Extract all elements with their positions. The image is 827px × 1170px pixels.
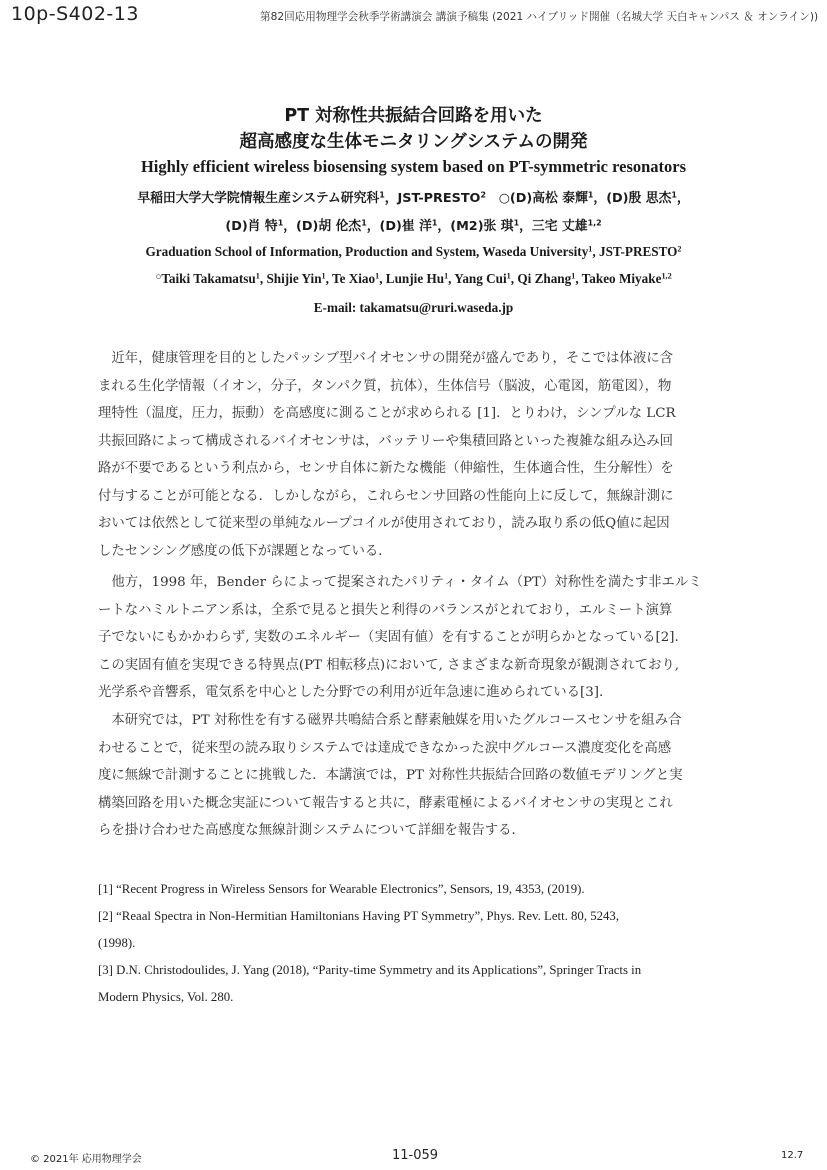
author-ja-name: ，三宅 丈雄 bbox=[519, 219, 588, 234]
reference-2 bbox=[98, 903, 728, 957]
text-line: 路が不要であるという利点から，センサ自体に新たな機能（伸縮性，生体適合性，生分解性）を bbox=[98, 461, 674, 476]
author-ja-name: ，(D)胡 伦杰 bbox=[283, 219, 362, 234]
affiliation-en-text: Graduation School of Information, Production and System, Waseda University bbox=[145, 244, 589, 259]
author-ja-name: (D)肖 特 bbox=[225, 219, 278, 234]
reference-line: [2] “Reaal Spectra in Non-Hermitian Hamiltonians Having PT Symmetry”, Phys. Rev. Lett. 80, 5243, bbox=[98, 909, 620, 923]
author-ja-presenter: ○(D)高松 泰輝 bbox=[485, 191, 588, 206]
superscript: 1 bbox=[321, 271, 326, 281]
reference-1 bbox=[98, 876, 728, 903]
presenter-mark: ○ bbox=[155, 271, 162, 283]
text-line: 度に無線で計測することに挑戦した．本講演では，PT 対称性共振結合回路の数値モデリングと実 bbox=[98, 768, 683, 783]
page-number: 11-059 bbox=[392, 1148, 439, 1163]
text-line: おいては依然として従来型の単純なループコイルが使用されており，読み取り系の低Q値に起因 bbox=[98, 516, 670, 531]
author-en-name: , Te Xiao bbox=[325, 271, 376, 286]
superscript: 1 bbox=[277, 218, 284, 228]
reference-line: Modern Physics, Vol. 280. bbox=[98, 990, 234, 1004]
superscript: 1 bbox=[506, 271, 511, 281]
superscript: 1 bbox=[671, 190, 677, 200]
author-ja-name: ，(M2)张 琪 bbox=[437, 219, 514, 234]
text-line: 光学系や音響系，電気系を中心とした分野での利用が近年急速に進められている[3]. bbox=[98, 685, 604, 700]
text-line: ートなハミルトニアン系は，全系で見ると損失と利得のバランスがとれており，エルミート演算 bbox=[98, 602, 673, 618]
superscript: 2 bbox=[480, 190, 486, 200]
superscript: 2 bbox=[677, 244, 682, 254]
author-en-name: , Qi Zhang bbox=[510, 271, 572, 286]
superscript: 1 bbox=[587, 190, 594, 200]
superscript: 1 bbox=[361, 218, 367, 228]
authors-english bbox=[0, 271, 827, 287]
author-en-name: , Takeo Miyake bbox=[575, 271, 662, 286]
body-paragraph-1 bbox=[98, 345, 728, 565]
superscript: 1 bbox=[571, 271, 576, 281]
conference-header: 第82回応用物理学会秋季学術講演会 講演予稿集 (2021 ハイブリッド開催（名城大学 天白キャンパス ＆ オンライン)) bbox=[260, 11, 819, 23]
text-line: 子でないにもかかわらず, 実数のエネルギー（実固有値）を有することが明らかとなっている[2]. bbox=[98, 630, 679, 645]
author-en-name: , Lunjie Hu bbox=[379, 271, 445, 286]
superscript: 1 bbox=[255, 271, 260, 281]
author-en-name: Taiki Takamatsu bbox=[161, 271, 256, 286]
version-number: 12.7 bbox=[781, 1150, 804, 1161]
title-japanese-line-2: 超高感度な生体モニタリングシステムの開発 bbox=[239, 132, 588, 152]
email-address: E-mail: takamatsu@ruri.waseda.jp bbox=[313, 300, 514, 315]
paper-id: 10p-S402-13 bbox=[11, 3, 139, 25]
text-line: 本研究では，PT 対称性を有する磁界共鳴結合系と酵素触媒を用いたグルコースセンサを組み合 bbox=[98, 713, 682, 728]
superscript: 1 bbox=[379, 190, 385, 200]
reference-line: [3] D.N. Christodoulides, J. Yang (2018), “Parity-time Symmetry and its Applications”, Springer Tracts in bbox=[98, 963, 642, 977]
text-line: したセンシング感度の低下が課題となっている． bbox=[98, 543, 392, 559]
text-line: 構築回路を用いた概念実証について報告すると共に，酵素電極によるバイオセンサの実現とこれ bbox=[98, 795, 673, 811]
text-line: 共振回路によって構成されるバイオセンサは，バッテリーや集積回路といった複雑な組み込み回 bbox=[98, 433, 673, 449]
body-paragraph-2 bbox=[98, 569, 728, 707]
text-line: 近年，健康管理を目的としたパッシブ型バイオセンサの開発が盛んであり，そこでは体液に含 bbox=[98, 351, 673, 366]
authors-japanese bbox=[0, 215, 827, 234]
separator: ， bbox=[676, 191, 690, 206]
affiliation-ja-jst: ，JST-PRESTO bbox=[384, 191, 481, 206]
title-japanese-line-1: PT 対称性共振結合回路を用いた bbox=[284, 106, 543, 126]
author-en-name: , Shijie Yin bbox=[259, 271, 322, 286]
text-line: この実固有値を実現できる特異点(PT 相転移点)において, さまざまな新奇現象が観測されており, bbox=[98, 657, 680, 673]
affiliation-ja-text: 早稲田大学大学院情報生産システム研究科 bbox=[137, 191, 380, 206]
text-line: 理特性（温度，圧力，振動）を高感度に測ることが求められる [1]．とりわけ，シンプルな LCR bbox=[98, 406, 676, 421]
author-en-name: , Yang Cui bbox=[448, 271, 507, 286]
superscript: 1 bbox=[444, 271, 449, 281]
reference-3 bbox=[98, 957, 728, 1011]
text-line: わせることで，従来型の読み取りシステムでは達成できなかった涙中グルコース濃度変化を高感 bbox=[98, 740, 672, 756]
affiliation-en-jst: , JST-PRESTO bbox=[592, 244, 678, 259]
superscript: 1 bbox=[588, 244, 593, 254]
reference-line: (1998). bbox=[98, 936, 136, 950]
affiliation-english bbox=[0, 244, 827, 260]
text-line: 付与することが可能となる．しかしながら，これらセンサ回路の性能向上に反して，無線計測に bbox=[98, 488, 674, 504]
superscript: 1 bbox=[431, 218, 438, 228]
superscript: 1 bbox=[513, 218, 520, 228]
copyright-notice: © 2021年 応用物理学会 bbox=[30, 1154, 142, 1165]
superscript: 1,2 bbox=[661, 271, 672, 281]
text-line: らを掛け合わせた高感度な無線計測システムについて詳細を報告する． bbox=[98, 823, 525, 838]
author-ja-name: ，(D)殷 思杰 bbox=[593, 191, 672, 206]
reference-line: [1] “Recent Progress in Wireless Sensors for Wearable Electronics”, Sensors, 19, 4353, (2019). bbox=[98, 882, 585, 896]
title-english: Highly efficient wireless biosensing system based on PT-symmetric resonators bbox=[140, 157, 687, 176]
superscript: 1,2 bbox=[587, 218, 602, 228]
author-ja-name: ，(D)崔 洋 bbox=[366, 219, 432, 234]
text-line: まれる生化学情報（イオン，分子，タンパク質，抗体），生体信号（脳波，心電図，筋電図），物 bbox=[98, 378, 672, 394]
superscript: 1 bbox=[375, 271, 380, 281]
body-paragraph-3 bbox=[98, 707, 728, 845]
affiliation-japanese bbox=[0, 187, 827, 206]
text-line: 他方，1998 年，Bender らによって提案されたパリティ・タイム（PT）対称性を満たす非エルミ bbox=[98, 575, 702, 590]
